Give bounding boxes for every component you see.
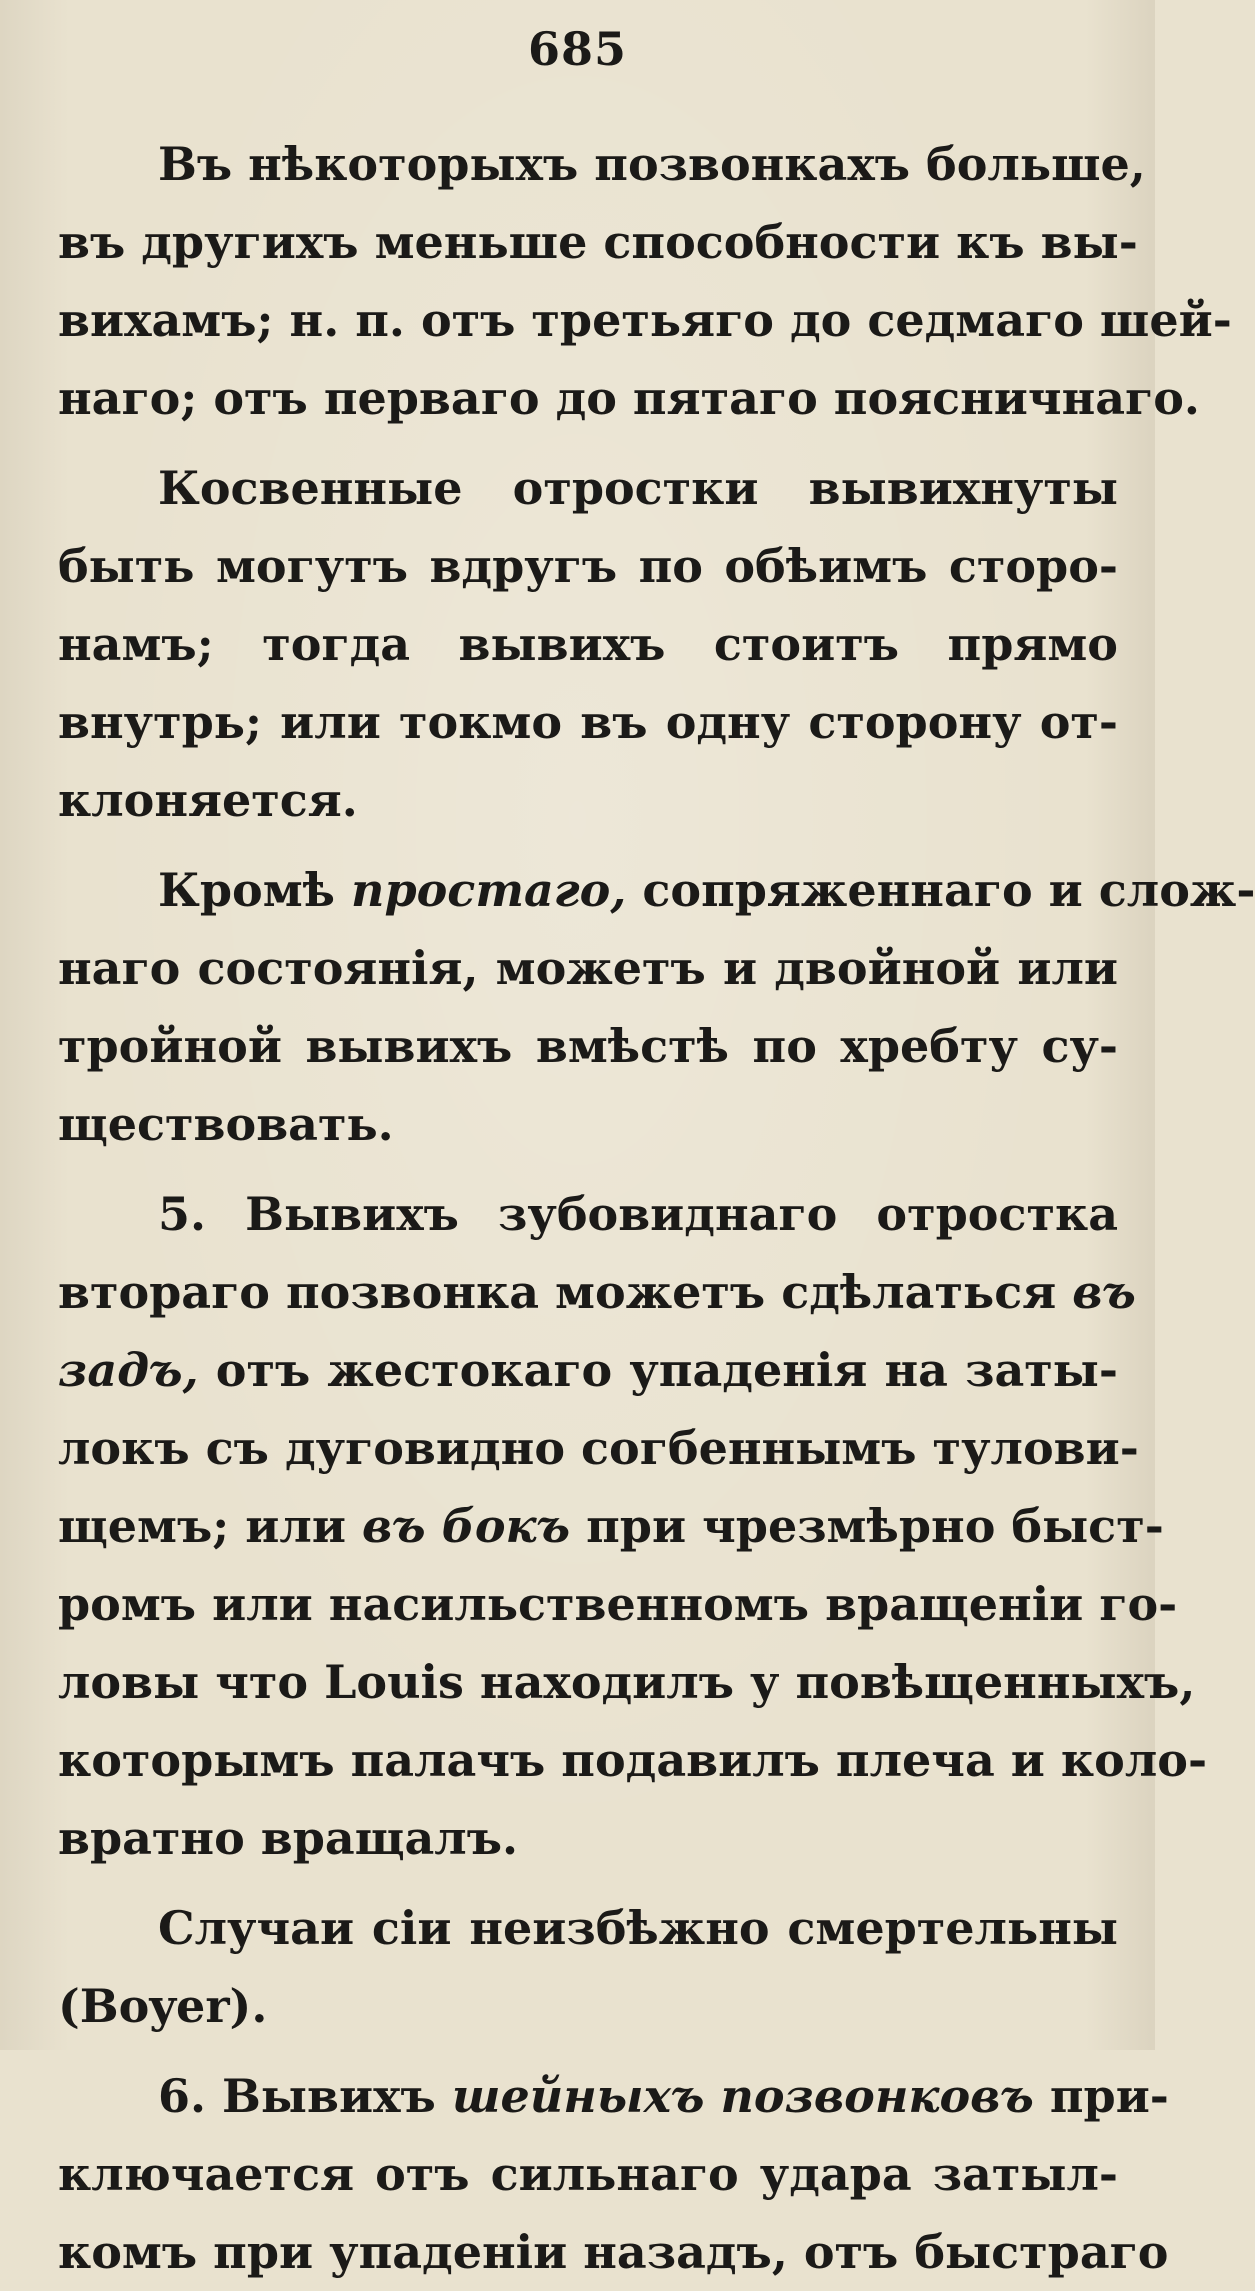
text-line: быть могутъ вдругъ по обѣимъ сторо- bbox=[58, 539, 1118, 593]
paragraph-4 bbox=[58, 1175, 1208, 1877]
page-number: 685 bbox=[527, 22, 628, 76]
text-span: при- bbox=[1033, 2069, 1169, 2123]
text-span: Кромѣ bbox=[158, 863, 352, 917]
text-line: намъ; тогда вывихъ стоитъ прямо bbox=[58, 617, 1118, 671]
text-line: (Boyer). bbox=[58, 1979, 268, 2033]
paragraph-3 bbox=[58, 851, 1255, 1163]
text-line bbox=[58, 2057, 1169, 2135]
text-line: Въ нѣкоторыхъ позвонкахъ больше, bbox=[158, 137, 1146, 191]
text-span: отъ жестокаго упаденія на заты- bbox=[198, 1343, 1118, 1397]
text-line: наго состоянія, можетъ и двойной или bbox=[58, 941, 1118, 995]
text-line: вратно вращалъ. bbox=[58, 1811, 519, 1865]
text-line: комъ при упаденіи назадъ, отъ быстраго bbox=[58, 2225, 1169, 2279]
paragraph-1 bbox=[58, 125, 1232, 437]
text-line: которымъ палачъ подавилъ плеча и коло- bbox=[58, 1733, 1208, 1787]
text-line: вихамъ; н. п. отъ третьяго до седмаго шей- bbox=[58, 293, 1232, 347]
paragraph-2 bbox=[58, 449, 1118, 839]
text-line: ключается отъ сильнаго удара затыл- bbox=[58, 2147, 1118, 2201]
text-span: при чрезмѣрно быст- bbox=[570, 1499, 1164, 1553]
text-line: клоняется. bbox=[58, 773, 358, 827]
text-line: Случаи сіи неизбѣжно смертельны bbox=[158, 1901, 1118, 1955]
italic-text: простаго, bbox=[351, 863, 627, 917]
italic-text: задъ, bbox=[58, 1343, 199, 1397]
italic-text: въ bbox=[1072, 1265, 1136, 1319]
paragraph-6 bbox=[58, 2057, 1169, 2291]
text-span: сопряженнаго и слож- bbox=[626, 863, 1255, 917]
text-line bbox=[58, 1253, 1136, 1331]
text-line bbox=[58, 1331, 1118, 1409]
text-span: щемъ; или bbox=[58, 1499, 362, 1553]
text-line: ществовать. bbox=[58, 1097, 394, 1151]
text-line: Косвенные отростки вывихнуты bbox=[158, 461, 1118, 515]
text-line: 5. Вывихъ зубовиднаго отростка bbox=[158, 1187, 1118, 1241]
text-span: втораго позвонка можетъ сдѣлаться bbox=[58, 1265, 1073, 1319]
text-line bbox=[58, 851, 1255, 929]
italic-text: въ бокъ bbox=[361, 1499, 571, 1553]
italic-text: шейныхъ позвонковъ bbox=[451, 2069, 1034, 2123]
text-line: въ другихъ меньше способности къ вы- bbox=[58, 215, 1138, 269]
text-line: внутрь; или токмо въ одну сторону от- bbox=[58, 695, 1118, 749]
paragraph-5 bbox=[58, 1889, 1118, 2045]
text-line: ловы что Louis находилъ у повѣщенныхъ, bbox=[58, 1655, 1196, 1709]
text-line: наго; отъ перваго до пятаго поясничнаго. bbox=[58, 371, 1200, 425]
page-body-text bbox=[58, 125, 1255, 2291]
text-line: тройной вывихъ вмѣстѣ по хребту су- bbox=[58, 1019, 1118, 1073]
text-line: локъ съ дуговидно согбеннымъ тулови- bbox=[58, 1421, 1139, 1475]
text-line: ромъ или насильственномъ вращеніи го- bbox=[58, 1577, 1178, 1631]
text-span: 6. Вывихъ bbox=[158, 2069, 452, 2123]
text-line bbox=[58, 1487, 1164, 1565]
